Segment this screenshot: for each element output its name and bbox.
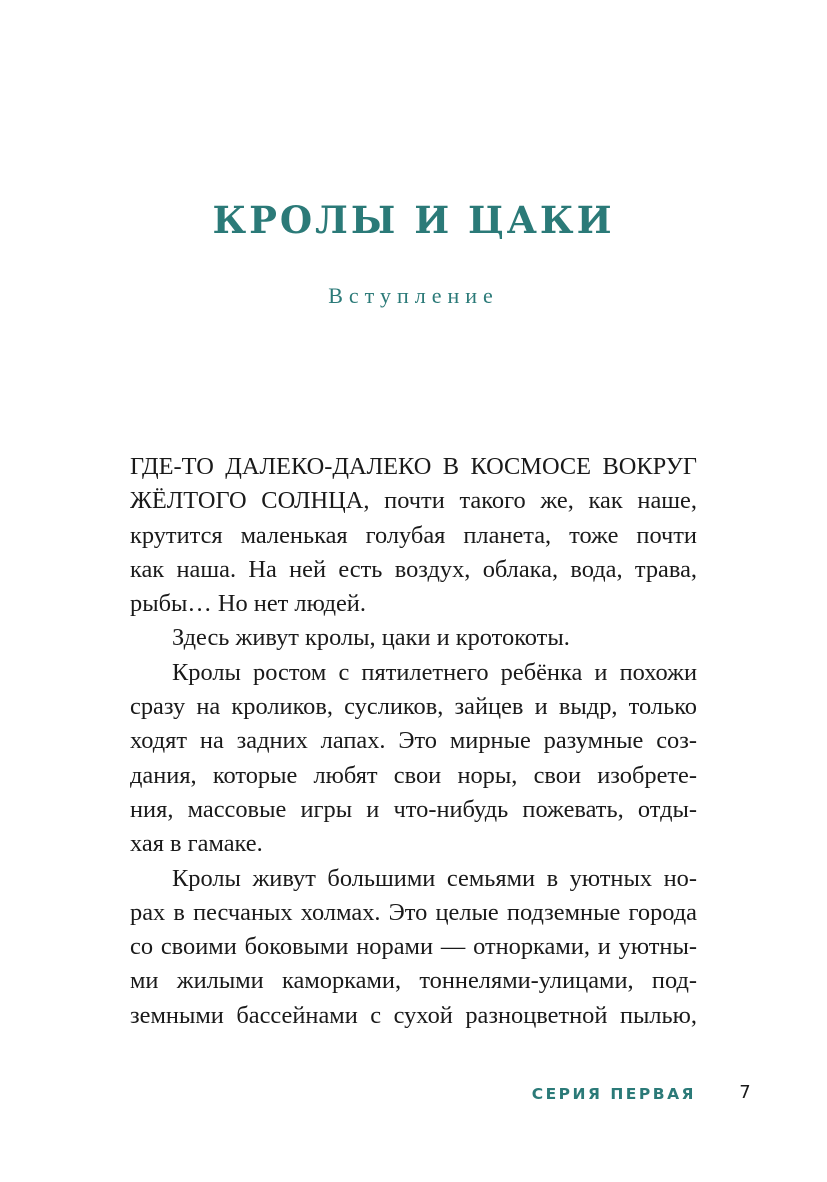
text-line: рыбы… Но нет людей. xyxy=(130,590,366,618)
text-line: дания, которые любят свои норы, свои изобрете- xyxy=(130,761,697,789)
series-label: СЕРИЯ ПЕРВАЯ xyxy=(531,1085,696,1103)
text-line: ЖЁЛТОГО СОЛНЦА, почти такого же, как наше, xyxy=(130,487,697,515)
text-line: земными бассейнами с сухой разноцветной пылью, xyxy=(130,1001,697,1029)
text-line: ходят на задних лапах. Это мирные разумные соз- xyxy=(130,727,697,755)
chapter-title: КРОЛЫ И ЦАКИ xyxy=(212,198,615,242)
page-number: 7 xyxy=(739,1082,751,1103)
text-line: рах в песчаных холмах. Это целые подземные города xyxy=(130,898,697,926)
text-line: ния, массовые игры и что-нибудь пожевать, отды- xyxy=(130,795,697,823)
text-line: Кролы ростом с пятилетнего ребёнка и похожи xyxy=(172,658,697,686)
text-line: ГДЕ-ТО ДАЛЕКО-ДАЛЕКО В КОСМОСЕ ВОКРУГ xyxy=(130,453,697,480)
text-line: крутится маленькая голубая планета, тоже почти xyxy=(130,521,697,549)
text-line: Здесь живут кролы, цаки и кротокоты. xyxy=(172,624,570,652)
chapter-subtitle: Вступление xyxy=(328,283,499,308)
text-line: Кролы живут большими семьями в уютных но- xyxy=(172,864,697,892)
text-line: сразу на кроликов, сусликов, зайцев и выдр, только xyxy=(130,693,697,721)
text-line: хая в гамаке. xyxy=(130,830,263,858)
text-line: ми жилыми каморками, тоннелями-улицами, под- xyxy=(130,967,697,995)
body-text xyxy=(130,450,697,1033)
text-line: со своими боковыми норами — отнорками, и уютны- xyxy=(130,933,697,961)
text-line: как наша. На ней есть воздух, облака, вода, трава, xyxy=(130,555,697,583)
